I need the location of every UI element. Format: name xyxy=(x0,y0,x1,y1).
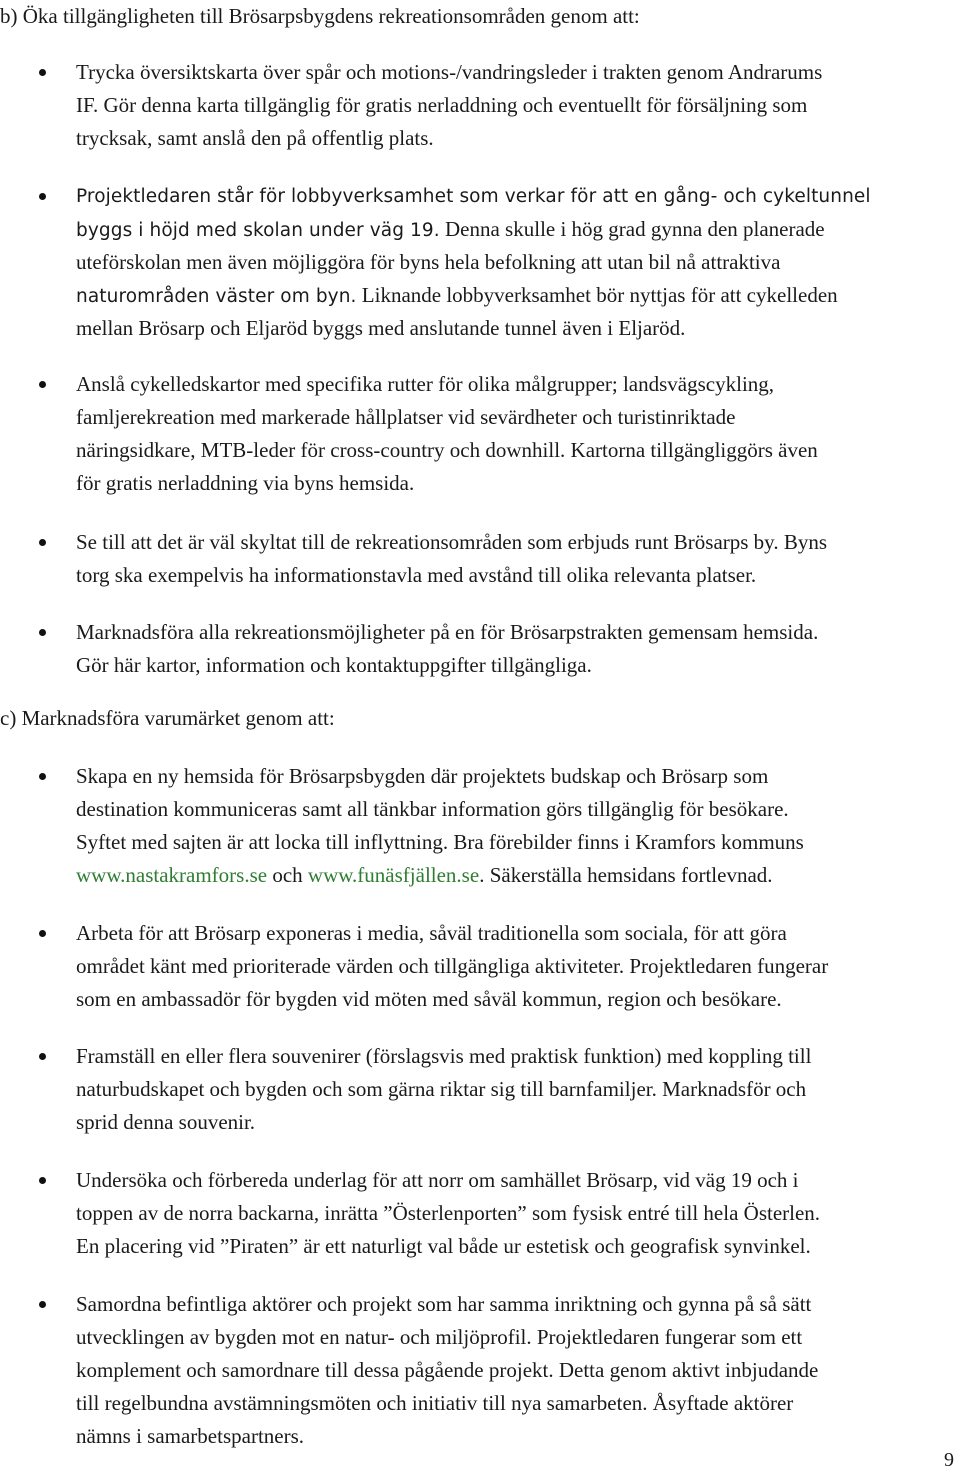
list-item-fragment: och xyxy=(267,863,308,887)
list-item-line: torg ska exempelvis ha informationstavla med avstånd till olika relevanta platser. xyxy=(76,563,757,587)
nastakramfors-link[interactable]: www.nastakramfors.se xyxy=(76,863,268,887)
list-item-line xyxy=(76,213,954,247)
list-item-line: Framställ en eller flera souvenirer (förslagsvis med praktisk funktion) med koppling till xyxy=(76,1044,812,1068)
list-item-line: utvecklingen av bygden mot en natur- och miljöprofil. Projektledaren fungerar som ett xyxy=(76,1325,803,1349)
bullet-icon xyxy=(39,539,46,546)
list-item-line: till regelbundna avstämningsmöten och initiativ till nya samarbeten. Åsyftade aktörer xyxy=(76,1391,794,1415)
section-b-heading: b) Öka tillgängligheten till Brösarpsbygdens rekreationsområden genom att: xyxy=(0,4,640,28)
list-item-line: nämns i samarbetspartners. xyxy=(76,1424,305,1448)
list-item-line: Anslå cykelledskartor med specifika rutter för olika målgrupper; landsvägscykling, xyxy=(76,372,775,396)
list-item-line: Marknadsföra alla rekreationsmöjligheter på en för Brösarpstrakten gemensam hemsida. xyxy=(76,620,819,644)
list-item-line: uteförskolan men även möjliggöra för byns hela befolkning att utan bil nå attraktiva xyxy=(76,250,781,274)
page-number: 9 xyxy=(944,1449,954,1471)
list-item-line: Samordna befintliga aktörer och projekt som har samma inriktning och gynna på så sätt xyxy=(76,1292,812,1316)
list-item-line: komplement och samordnare till dessa pågående projekt. Detta genom aktivt inbjudande xyxy=(76,1358,819,1382)
bullet-icon xyxy=(39,1301,46,1308)
list-item-line: som en ambassadör för bygden vid möten med såväl kommun, region och besökare. xyxy=(76,987,782,1011)
list-item-line: famljerekreation med markerade hållplatser vid sevärdheter och turistinriktade xyxy=(76,405,736,429)
list-item-line: Arbeta för att Brösarp exponeras i media, såväl traditionella som sociala, för att göra xyxy=(76,921,787,945)
list-item-line: för gratis nerladdning via byns hemsida. xyxy=(76,471,415,495)
list-item-line: destination kommuniceras samt all tänkbar information görs tillgänglig för besökare. xyxy=(76,797,789,821)
list-item-line xyxy=(76,279,954,313)
list-item-line: Syftet med sajten är att locka till inflyttning. Bra förebilder finns i Kramfors kommuns xyxy=(76,830,804,854)
list-item-line: näringsidkare, MTB-leder för cross-country och downhill. Kartorna tillgängliggörs även xyxy=(76,438,818,462)
section-c-heading: c) Marknadsföra varumärket genom att: xyxy=(0,706,335,730)
bullet-icon xyxy=(39,930,46,937)
bullet-icon xyxy=(39,773,46,780)
bullet-icon xyxy=(39,381,46,388)
list-item-line: Trycka översiktskarta över spår och motions-/vandringsleder i trakten genom Andrarums xyxy=(76,60,823,84)
list-item-line: Undersöka och förbereda underlag för att norr om samhället Brösarp, vid väg 19 och i xyxy=(76,1168,799,1192)
list-item-line: Gör här kartor, information och kontaktuppgifter tillgängliga. xyxy=(76,653,592,677)
list-item-line: Skapa en ny hemsida för Brösarpsbygden där projektets budskap och Brösarp som xyxy=(76,764,769,788)
bullet-icon xyxy=(39,1177,46,1184)
list-item-fragment: byggs i höjd med skolan under väg 19. xyxy=(76,220,440,241)
list-item-line: Projektledaren står för lobbyverksamhet som verkar för att en gång- och cykeltunnel xyxy=(76,186,871,207)
bullet-icon xyxy=(39,193,46,200)
funasfjallen-link[interactable]: www.funäsfjällen.se xyxy=(307,863,480,887)
list-item-line: trycksak, samt anslå den på offentlig plats. xyxy=(76,126,434,150)
list-item-line: Se till att det är väl skyltat till de rekreationsområden som erbjuds runt Brösarps by. Byns xyxy=(76,530,827,554)
list-item-line: området känt med prioriterade värden och tillgängliga aktiviteter. Projektledaren fungerar xyxy=(76,954,829,978)
list-item-line: En placering vid ”Piraten” är ett naturligt val både ur estetisk och geografisk synvinkel. xyxy=(76,1234,811,1258)
bullet-icon xyxy=(39,69,46,76)
list-item-fragment: Denna skulle i hög grad gynna den planerade xyxy=(439,217,825,241)
list-item-line: toppen av de norra backarna, inrätta ”Österlenporten” som fysisk entré till hela Österlen. xyxy=(76,1201,821,1225)
bullet-icon xyxy=(39,1053,46,1060)
list-item-line: mellan Brösarp och Eljaröd byggs med anslutande tunnel även i Eljaröd. xyxy=(76,316,686,340)
list-item-line: naturbudskapet och bygden och som gärna riktar sig till barnfamiljer. Marknadsför och xyxy=(76,1077,807,1101)
list-item-fragment: naturområden väster om byn. xyxy=(76,286,357,307)
list-item-line xyxy=(76,859,954,892)
bullet-icon xyxy=(39,629,46,636)
list-item-fragment: . Säkerställa hemsidans fortlevnad. xyxy=(479,863,773,887)
list-item-line: sprid denna souvenir. xyxy=(76,1110,256,1134)
list-item-fragment: Liknande lobbyverksamhet bör nyttjas för att cykelleden xyxy=(356,283,838,307)
list-item-line: IF. Gör denna karta tillgänglig för gratis nerladdning och eventuellt för försäljning som xyxy=(76,93,808,117)
